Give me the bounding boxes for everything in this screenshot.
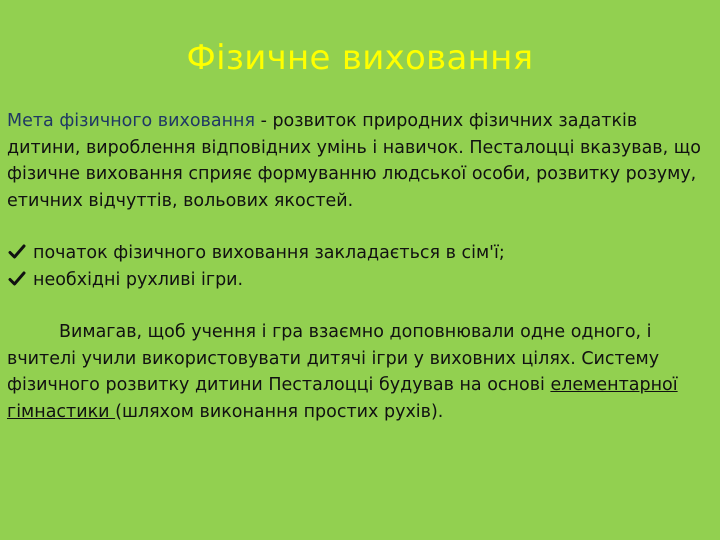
slide-title: Фізичне виховання — [186, 38, 534, 78]
bullet-item — [7, 267, 715, 294]
goal-paragraph — [7, 108, 715, 214]
bullet-text: початок фізичного виховання закладається в сім'ї; — [33, 243, 505, 263]
paragraph-text: Вимагав, щоб учення і гра взаємно доповнювали одне одного, і вчителі учили використовувати дитячі ігри у виховних цілях. Систему фізичного розвитку дитини Песталоцці будував на основі — [7, 322, 660, 395]
bullet-text: необхідні рухливі ігри. — [33, 269, 244, 290]
slide-content — [7, 108, 715, 425]
checkmark-icon — [8, 270, 26, 288]
pestalozzi-paragraph — [7, 319, 715, 425]
goal-text: - розвиток природних фізичних задатків дитини, вироблення відповідних умінь і навичок. Песталоцці вказував, що фізичне виховання сприяє формуванню людської особи, розвитку розуму, етичних відчуттів, вольових якостей. — [7, 111, 701, 211]
underlined-term[interactable]: елементарної гімнастики — [7, 375, 678, 422]
spacer — [7, 214, 715, 240]
spacer — [7, 293, 715, 319]
bullet-list — [7, 240, 715, 293]
paragraph-tail: (шляхом виконання простих рухів). — [115, 401, 444, 422]
bullet-item — [7, 240, 715, 267]
checkmark-icon — [8, 243, 26, 261]
goal-label: Мета фізичного виховання — [7, 111, 255, 131]
